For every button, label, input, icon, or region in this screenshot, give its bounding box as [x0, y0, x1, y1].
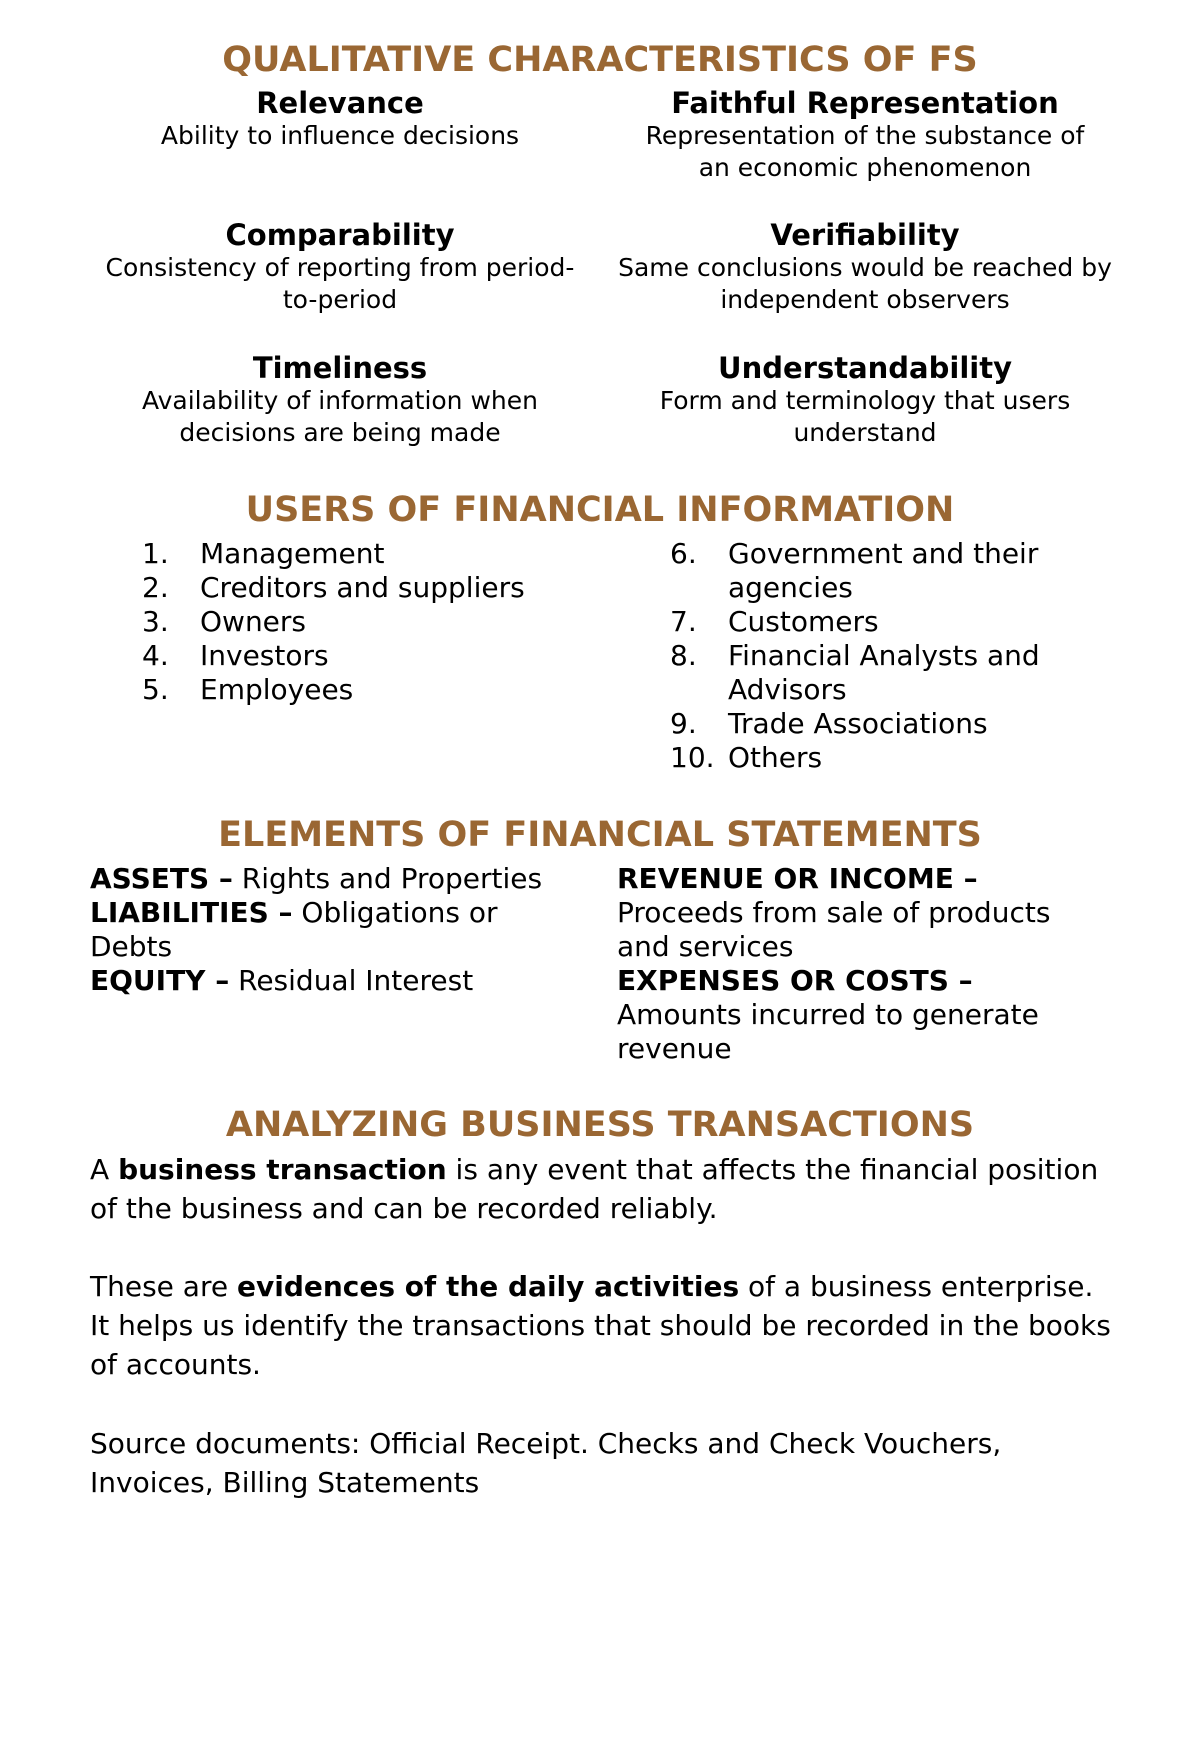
text-run: is any event that affects the financial position of the business and can be recorded reliably.: [90, 1153, 1099, 1225]
qual-name: Comparability: [225, 218, 455, 252]
list-item: [670, 639, 1090, 707]
list-number: 8.: [670, 639, 697, 672]
element-term: REVENUE OR INCOME –: [617, 862, 978, 895]
qual-relevance: [105, 86, 575, 152]
qual-desc: Availability of information when decisions are being made: [141, 386, 538, 447]
list-item: [670, 605, 1090, 639]
qual-name: Relevance: [256, 86, 424, 120]
element-definition: Amounts incurred to generate revenue: [617, 998, 1039, 1065]
qual-desc: Ability to influence decisions: [160, 121, 520, 150]
qual-comparability: [105, 218, 575, 316]
list-item: [670, 707, 1090, 741]
list-label: Others: [728, 741, 823, 774]
list-label: Government and their agencies: [728, 537, 1039, 604]
qual-timeliness: [105, 351, 575, 449]
list-item: [142, 605, 622, 639]
list-label: Trade Associations: [728, 707, 988, 740]
elements-right: [617, 862, 1107, 1066]
list-item: [670, 537, 1090, 605]
qual-faithful-representation: [630, 86, 1100, 184]
element-liabilities: [90, 896, 580, 964]
qualitative-title: QUALITATIVE CHARACTERISTICS OF FS: [222, 40, 978, 80]
list-number: 3.: [142, 605, 169, 638]
element-term: ASSETS –: [90, 862, 233, 895]
list-label: Owners: [200, 605, 307, 638]
element-term: LIABILITIES –: [90, 896, 293, 929]
paragraph-source-documents: Source documents: Official Receipt. Checks and Check Vouchers, Invoices, Billing Statements: [90, 1427, 1002, 1499]
qual-understandability: [630, 351, 1100, 449]
list-number: 2.: [142, 571, 169, 604]
element-equity: [90, 964, 580, 998]
list-label: Employees: [200, 673, 354, 706]
qual-desc: Representation of the substance of an economic phenomenon: [645, 121, 1085, 182]
element-revenue: [617, 862, 1107, 964]
list-label: Financial Analysts and Advisors: [728, 639, 1040, 706]
list-item: [142, 537, 622, 571]
qual-verifiability: [610, 218, 1120, 316]
qual-desc: Consistency of reporting from period-to-period: [105, 253, 575, 314]
paragraph-business-transaction: [90, 1150, 1120, 1228]
bold-term: evidences of the daily activities: [236, 1270, 740, 1303]
list-label: Management: [200, 537, 385, 570]
qual-desc: Same conclusions would be reached by independent observers: [618, 253, 1112, 314]
list-label: Investors: [200, 639, 329, 672]
element-term: EQUITY –: [90, 964, 230, 997]
list-number: 9.: [670, 707, 697, 740]
list-number: 4.: [142, 639, 169, 672]
element-definition: Residual Interest: [238, 964, 474, 997]
list-label: Customers: [728, 605, 879, 638]
text-run: These are: [90, 1270, 229, 1303]
elements-title: ELEMENTS OF FINANCIAL STATEMENTS: [218, 815, 982, 855]
list-item: [142, 673, 622, 707]
qual-name: Timeliness: [252, 351, 428, 385]
list-item: [142, 571, 622, 605]
users-title: USERS OF FINANCIAL INFORMATION: [245, 490, 955, 530]
users-list-right: [670, 537, 1090, 775]
list-label: Creditors and suppliers: [200, 571, 525, 604]
list-item: [670, 741, 1090, 775]
element-term: EXPENSES OR COSTS –: [617, 964, 973, 997]
paragraph-evidences: [90, 1267, 1120, 1384]
list-number: 6.: [670, 537, 697, 570]
element-definition: Rights and Properties: [241, 862, 543, 895]
elements-left: [90, 862, 580, 998]
list-number: 7.: [670, 605, 697, 638]
element-assets: [90, 862, 580, 896]
element-definition: Obligations or Debts: [90, 896, 498, 963]
text-run: of a business enterprise. It helps us identify the transactions that should be recorded in the books of accounts.: [90, 1270, 1111, 1381]
qual-desc: Form and terminology that users understand: [659, 386, 1071, 447]
qual-name: Verifiability: [770, 218, 960, 252]
list-number: 5.: [142, 673, 169, 706]
text-run: A: [90, 1153, 110, 1186]
element-definition: Proceeds from sale of products and services: [617, 896, 1051, 963]
qual-name: Understandability: [718, 351, 1012, 385]
element-expenses: [617, 964, 1107, 1066]
bold-term: business transaction: [118, 1153, 447, 1186]
qual-name: Faithful Representation: [671, 86, 1059, 120]
list-number: 10.: [670, 741, 715, 774]
analyzing-title: ANALYZING BUSINESS TRANSACTIONS: [225, 1105, 975, 1145]
users-list-left: [142, 537, 622, 707]
list-item: [142, 639, 622, 673]
list-number: 1.: [142, 537, 169, 570]
